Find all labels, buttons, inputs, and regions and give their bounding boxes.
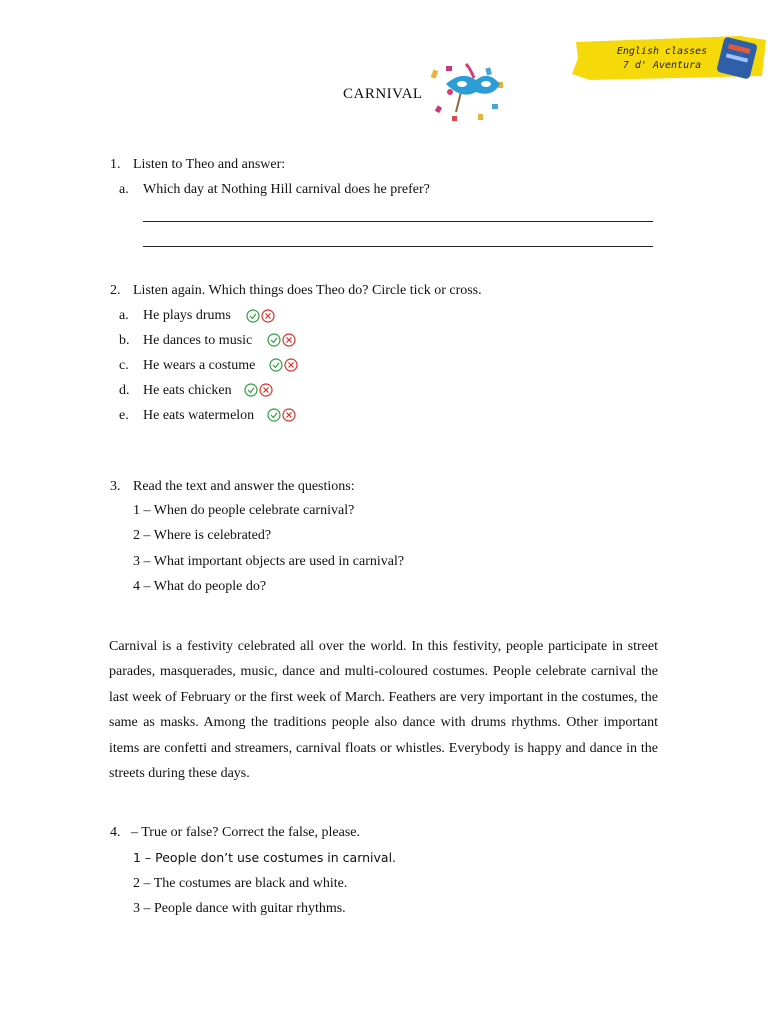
q2-text: Listen again. Which things does Theo do? Circle tick or cross. (133, 283, 482, 298)
carnival-mask-icon (426, 62, 510, 126)
q2a-letter: a. (119, 308, 129, 323)
tick-icon (270, 359, 282, 371)
cross-icon (260, 384, 272, 396)
header-banner (570, 32, 768, 84)
tick-cross-choice[interactable] (266, 407, 300, 423)
q1-text: Listen to Theo and answer: (133, 157, 286, 172)
cross-icon (262, 310, 274, 322)
q2d-letter: d. (119, 383, 130, 398)
q3-text: Read the text and answer the questions: (133, 479, 355, 494)
q2a-text: He plays drums (143, 308, 231, 323)
badge-line-1: English classes (616, 46, 708, 57)
tick-cross-choice[interactable] (245, 308, 279, 324)
q3-number: 3. (110, 479, 121, 494)
answer-line[interactable] (143, 246, 653, 247)
reading-text: Carnival is a festivity celebrated all over the world. In this festivity, people participate in street parades, masquerades, music, dance and multi-coloured costumes. People celebrate carnival the last week of February or the first week of March. Feathers are very important in the costumes, the same as masks. Among the traditions people also dance with drums rhythms. Other important items are confetti and streamers, carnival floats or whistles. Everybody is happy and dance in the streets during these days. (109, 639, 658, 782)
q3-item: 1 – When do people celebrate carnival? (133, 503, 355, 518)
cross-icon (283, 334, 295, 346)
tick-icon (268, 409, 280, 421)
q2e-text: He eats watermelon (143, 408, 255, 423)
tick-cross-choice[interactable] (266, 332, 300, 348)
page-title: CARNIVAL (343, 86, 423, 102)
tick-icon (268, 334, 280, 346)
q4-item: 2 – The costumes are black and white. (133, 876, 348, 891)
cross-icon (285, 359, 297, 371)
q2e-letter: e. (119, 408, 129, 423)
tick-cross-choice[interactable] (243, 382, 277, 398)
q2b-letter: b. (119, 333, 130, 348)
tick-icon (247, 310, 259, 322)
q2d-text: He eats chicken (143, 383, 232, 398)
q3-item: 4 – What do people do? (133, 579, 267, 594)
q4-item: 3 – People dance with guitar rhythms. (133, 901, 346, 916)
q1a-letter: a. (119, 182, 129, 197)
q4-text: – True or false? Correct the false, please. (131, 825, 360, 840)
q2c-text: He wears a costume (143, 358, 256, 373)
q4-item: 1 – People don’t use costumes in carnival. (133, 850, 397, 865)
tick-cross-choice[interactable] (268, 357, 302, 373)
answer-line[interactable] (143, 221, 653, 222)
q4-number: 4. (110, 825, 121, 840)
q2b-text: He dances to music (143, 333, 253, 348)
q1a-text: Which day at Nothing Hill carnival does he prefer? (143, 182, 430, 197)
q2-number: 2. (110, 283, 121, 298)
q2c-letter: c. (119, 358, 129, 373)
cross-icon (283, 409, 295, 421)
q3-item: 3 – What important objects are used in carnival? (133, 554, 405, 569)
badge-line-2: 7 d' Aventura (622, 60, 702, 71)
q1-number: 1. (110, 157, 121, 172)
tick-icon (245, 384, 257, 396)
q3-item: 2 – Where is celebrated? (133, 528, 272, 543)
